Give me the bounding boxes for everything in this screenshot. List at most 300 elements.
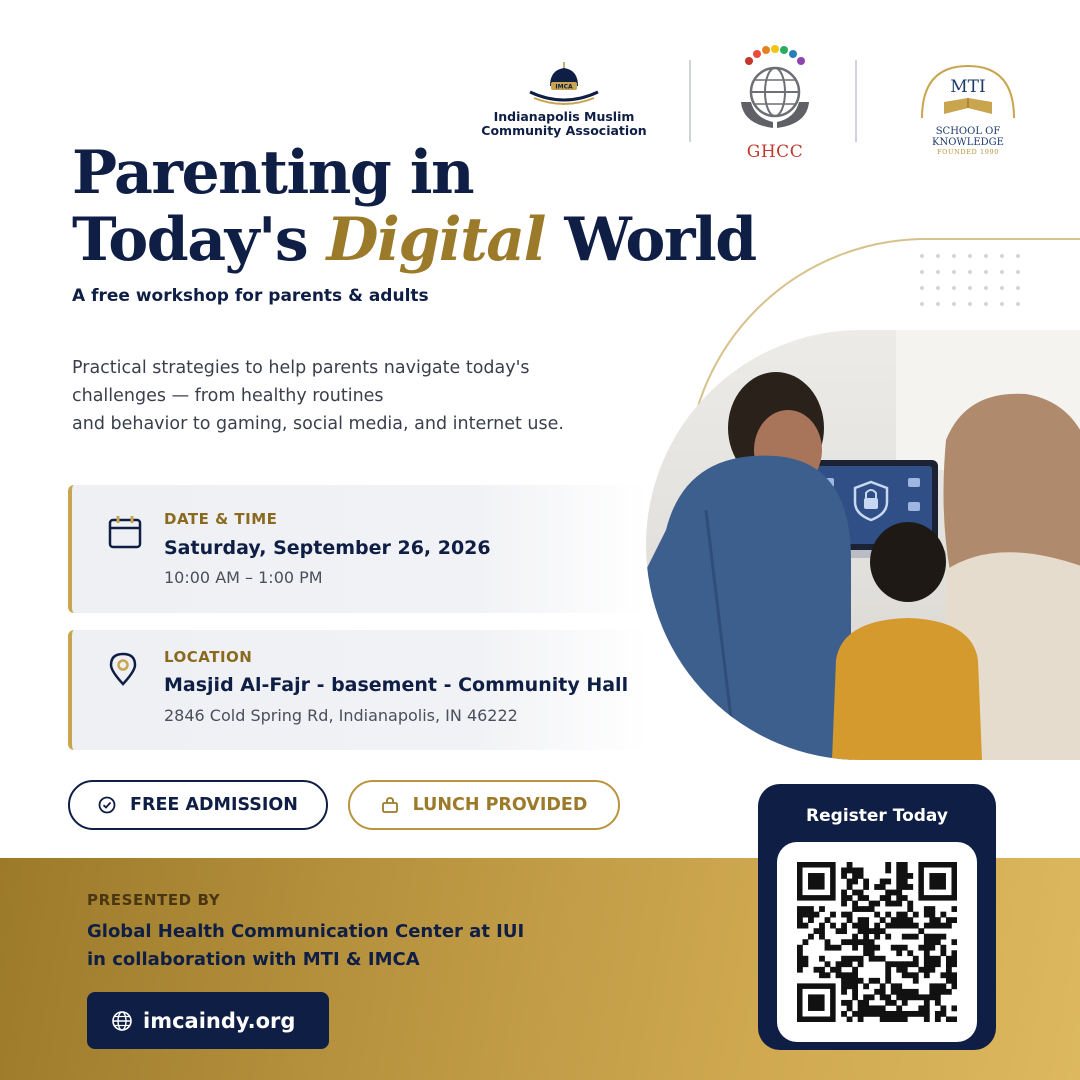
qr-module <box>924 906 930 912</box>
qr-module <box>929 912 935 918</box>
qr-module <box>858 1016 864 1022</box>
qr-module <box>885 978 891 984</box>
qr-module <box>935 1016 941 1022</box>
presented-by-caption: PRESENTED BY <box>87 891 221 909</box>
qr-module <box>858 868 864 874</box>
qr-module <box>858 906 864 912</box>
qr-module <box>951 972 957 978</box>
qr-module <box>869 939 875 945</box>
qr-module <box>935 923 941 929</box>
qr-module <box>885 961 891 967</box>
qr-module <box>940 1011 946 1017</box>
qr-module <box>847 895 853 901</box>
qr-module <box>797 912 803 918</box>
qr-module <box>896 994 902 1000</box>
qr-module <box>902 972 908 978</box>
map-pin-icon <box>108 652 138 686</box>
qr-module <box>852 906 858 912</box>
qr-module <box>852 1011 858 1017</box>
qr-module <box>836 961 842 967</box>
calendar-icon <box>108 515 142 549</box>
qr-module <box>891 1011 897 1017</box>
qr-module <box>918 1005 924 1011</box>
qr-module <box>924 1005 930 1011</box>
qr-module <box>913 934 919 940</box>
qr-module <box>874 928 880 934</box>
qr-module <box>929 917 935 923</box>
qr-module <box>896 862 902 868</box>
qr-module <box>924 950 930 956</box>
qr-module <box>880 983 886 989</box>
qr-module <box>819 934 825 940</box>
qr-module <box>924 1011 930 1017</box>
qr-code-frame[interactable] <box>777 842 977 1042</box>
globe-hands-icon <box>733 44 817 140</box>
qr-module <box>896 912 902 918</box>
qr-module <box>858 1011 864 1017</box>
lunch-provided-label: LUNCH PROVIDED <box>412 795 588 815</box>
description-line: Practical strategies to help parents navigate today's <box>72 358 530 378</box>
qr-module <box>847 912 853 918</box>
qr-module <box>891 890 897 896</box>
qr-module <box>907 884 913 890</box>
qr-module <box>819 967 825 973</box>
qr-module <box>874 1011 880 1017</box>
qr-module <box>852 956 858 962</box>
qr-module <box>902 989 908 995</box>
qr-module <box>902 917 908 923</box>
qr-module <box>814 912 820 918</box>
qr-module <box>863 928 869 934</box>
qr-module <box>841 1011 847 1017</box>
mosque-dome-icon <box>524 60 604 106</box>
qr-module <box>935 1000 941 1006</box>
qr-module <box>852 967 858 973</box>
qr-module <box>869 1011 875 1017</box>
svg-text:IMCA: IMCA <box>555 83 573 91</box>
qr-module <box>902 945 908 951</box>
qr-module <box>940 923 946 929</box>
subtitle: A free workshop for parents & adults <box>72 286 429 306</box>
qr-module <box>836 945 842 951</box>
qr-module <box>896 890 902 896</box>
qr-module <box>951 961 957 967</box>
qr-module <box>852 934 858 940</box>
qr-module <box>935 917 941 923</box>
qr-module <box>896 923 902 929</box>
qr-module <box>885 890 891 896</box>
imca-name: Indianapolis Muslim Community Association <box>481 109 647 138</box>
qr-module <box>880 994 886 1000</box>
qr-module <box>924 1000 930 1006</box>
qr-module <box>874 912 880 918</box>
qr-module <box>907 1011 913 1017</box>
qr-module <box>869 928 875 934</box>
qr-module <box>935 989 941 995</box>
qr-module <box>924 945 930 951</box>
qr-module <box>830 923 836 929</box>
qr-module <box>797 961 803 967</box>
qr-module <box>825 917 831 923</box>
ghcc-label: GHCC <box>746 142 804 162</box>
qr-module <box>858 956 864 962</box>
qr-module <box>852 923 858 929</box>
qr-module <box>869 994 875 1000</box>
qr-module <box>902 873 908 879</box>
description-line: challenges — from healthy routines <box>72 386 384 406</box>
qr-module <box>902 967 908 973</box>
qr-module <box>819 972 825 978</box>
qr-module <box>797 950 803 956</box>
qr-module <box>858 928 864 934</box>
qr-module <box>935 983 941 989</box>
qr-module <box>847 961 853 967</box>
presenter-line: Global Health Communication Center at IUI <box>87 921 525 942</box>
qr-module <box>929 967 935 973</box>
qr-module <box>891 1016 897 1022</box>
qr-module <box>907 934 913 940</box>
qr-module <box>885 1016 891 1022</box>
event-date: Saturday, September 26, 2026 <box>164 537 491 559</box>
qr-module <box>847 862 853 868</box>
qr-module <box>896 868 902 874</box>
qr-module <box>929 989 935 995</box>
qr-module <box>896 961 902 967</box>
qr-module <box>891 961 897 967</box>
qr-module <box>940 945 946 951</box>
qr-module <box>803 961 809 967</box>
qr-module <box>880 989 886 995</box>
qr-module <box>830 967 836 973</box>
qr-module <box>863 895 869 901</box>
qr-module <box>874 945 880 951</box>
qr-module <box>940 950 946 956</box>
qr-module <box>940 934 946 940</box>
qr-module <box>841 912 847 918</box>
qr-module <box>902 1011 908 1017</box>
dot-grid-decoration <box>918 252 1022 318</box>
qr-module <box>902 934 908 940</box>
qr-module <box>940 983 946 989</box>
qr-module <box>935 1011 941 1017</box>
qr-module <box>819 956 825 962</box>
family-illustration <box>646 330 1080 760</box>
qr-module <box>885 1000 891 1006</box>
qr-module <box>858 917 864 923</box>
qr-module <box>951 956 957 962</box>
qr-module <box>896 1011 902 1017</box>
qr-module <box>841 989 847 995</box>
qr-module <box>907 873 913 879</box>
register-title: Register Today <box>806 806 948 826</box>
qr-module <box>907 906 913 912</box>
qr-module <box>847 884 853 890</box>
qr-module <box>946 917 952 923</box>
qr-finder-square <box>808 994 825 1011</box>
qr-module <box>907 923 913 929</box>
qr-module <box>852 879 858 885</box>
qr-module <box>836 928 842 934</box>
qr-module <box>863 983 869 989</box>
qr-module <box>880 1005 886 1011</box>
qr-module <box>907 994 913 1000</box>
qr-module <box>808 912 814 918</box>
qr-module <box>913 912 919 918</box>
register-card[interactable] <box>758 784 996 1050</box>
venue-address: 2846 Cold Spring Rd, Indianapolis, IN 46222 <box>164 706 518 725</box>
qr-module <box>841 923 847 929</box>
qr-module <box>869 945 875 951</box>
qr-module <box>808 934 814 940</box>
qr-module <box>874 989 880 995</box>
presenters <box>87 918 524 974</box>
qr-module <box>885 868 891 874</box>
qr-module <box>858 961 864 967</box>
lunch-provided-badge <box>348 780 620 830</box>
qr-module <box>951 978 957 984</box>
qr-module <box>858 890 864 896</box>
qr-module <box>924 923 930 929</box>
qr-module <box>852 939 858 945</box>
qr-module <box>896 873 902 879</box>
qr-module <box>896 945 902 951</box>
qr-module <box>841 939 847 945</box>
qr-module <box>946 989 952 995</box>
qr-module <box>814 967 820 973</box>
qr-module <box>836 972 842 978</box>
qr-module <box>847 868 853 874</box>
qr-module <box>918 1011 924 1017</box>
qr-module <box>913 972 919 978</box>
qr-module <box>797 906 803 912</box>
qr-module <box>896 901 902 907</box>
qr-module <box>830 945 836 951</box>
qr-module <box>907 961 913 967</box>
qr-module <box>902 923 908 929</box>
qr-module <box>852 994 858 1000</box>
qr-module <box>858 895 864 901</box>
qr-module <box>841 961 847 967</box>
qr-module <box>951 1005 957 1011</box>
qr-module <box>924 1016 930 1022</box>
qr-module <box>902 1000 908 1006</box>
qr-module <box>852 972 858 978</box>
presenter-line: in collaboration with MTI & IMCA <box>87 949 420 970</box>
event-time: 10:00 AM – 1:00 PM <box>164 568 323 587</box>
qr-module <box>797 945 803 951</box>
qr-module <box>880 1016 886 1022</box>
qr-module <box>885 862 891 868</box>
qr-module <box>929 939 935 945</box>
qr-module <box>852 890 858 896</box>
qr-module <box>808 906 814 912</box>
qr-module <box>907 901 913 907</box>
qr-module <box>935 994 941 1000</box>
qr-module <box>841 978 847 984</box>
qr-module <box>918 967 924 973</box>
title-word-todays: Today's <box>72 205 308 275</box>
date-caption: DATE & TIME <box>164 510 278 528</box>
qr-module <box>841 868 847 874</box>
qr-module <box>863 906 869 912</box>
qr-module <box>924 994 930 1000</box>
qr-code[interactable] <box>797 862 957 1022</box>
qr-module <box>924 956 930 962</box>
qr-module <box>924 972 930 978</box>
qr-module <box>935 934 941 940</box>
qr-module <box>847 972 853 978</box>
qr-module <box>896 884 902 890</box>
qr-module <box>841 890 847 896</box>
qr-module <box>847 983 853 989</box>
check-circle-icon <box>98 796 116 814</box>
qr-module <box>841 901 847 907</box>
qr-module <box>891 901 897 907</box>
qr-module <box>918 928 924 934</box>
description-line: and behavior to gaming, social media, and internet use. <box>72 414 564 434</box>
qr-module <box>841 956 847 962</box>
qr-module <box>819 906 825 912</box>
qr-module <box>863 934 869 940</box>
logo-divider <box>689 60 691 142</box>
qr-module <box>902 994 908 1000</box>
qr-module <box>814 928 820 934</box>
qr-module <box>863 1005 869 1011</box>
qr-module <box>940 989 946 995</box>
qr-module <box>913 923 919 929</box>
qr-module <box>863 923 869 929</box>
qr-module <box>918 945 924 951</box>
qr-module <box>869 978 875 984</box>
qr-module <box>819 928 825 934</box>
qr-module <box>924 939 930 945</box>
qr-module <box>891 923 897 929</box>
imca-logo <box>478 60 650 138</box>
qr-module <box>874 884 880 890</box>
qr-module <box>951 906 957 912</box>
qr-module <box>858 1005 864 1011</box>
qr-module <box>946 967 952 973</box>
mti-founded: FOUNDED 1990 <box>937 148 999 156</box>
qr-module <box>924 961 930 967</box>
qr-module <box>858 939 864 945</box>
qr-module <box>929 945 935 951</box>
family-laptop-photo <box>646 330 1080 760</box>
qr-module <box>803 923 809 929</box>
qr-module <box>951 1016 957 1022</box>
qr-module <box>885 1011 891 1017</box>
qr-module <box>797 917 803 923</box>
qr-module <box>891 945 897 951</box>
qr-module <box>863 994 869 1000</box>
qr-module <box>896 1005 902 1011</box>
globe-icon <box>111 1010 133 1032</box>
qr-module <box>874 978 880 984</box>
qr-module <box>803 912 809 918</box>
website-button[interactable] <box>87 992 329 1049</box>
qr-module <box>825 961 831 967</box>
qr-module <box>907 950 913 956</box>
qr-module <box>852 945 858 951</box>
qr-module <box>913 961 919 967</box>
qr-module <box>880 884 886 890</box>
qr-module <box>924 967 930 973</box>
qr-module <box>913 1011 919 1017</box>
location-caption: LOCATION <box>164 648 253 666</box>
qr-module <box>836 967 842 973</box>
qr-module <box>869 906 875 912</box>
qr-module <box>946 978 952 984</box>
open-book-arch-icon <box>912 62 1024 120</box>
qr-module <box>929 906 935 912</box>
qr-module <box>825 972 831 978</box>
qr-module <box>874 923 880 929</box>
qr-module <box>869 1005 875 1011</box>
qr-module <box>803 906 809 912</box>
qr-module <box>841 1000 847 1006</box>
qr-module <box>847 1000 853 1006</box>
qr-module <box>797 956 803 962</box>
qr-module <box>951 983 957 989</box>
qr-module <box>885 879 891 885</box>
qr-module <box>885 895 891 901</box>
qr-module <box>869 956 875 962</box>
qr-module <box>847 1016 853 1022</box>
qr-module <box>863 1011 869 1017</box>
qr-module <box>902 868 908 874</box>
qr-module <box>885 994 891 1000</box>
qr-module <box>874 956 880 962</box>
qr-module <box>863 939 869 945</box>
qr-module <box>951 939 957 945</box>
svg-text:MTI: MTI <box>950 77 986 97</box>
qr-module <box>852 868 858 874</box>
qr-module <box>880 1011 886 1017</box>
qr-finder-square <box>808 873 825 890</box>
qr-module <box>847 939 853 945</box>
qr-module <box>841 873 847 879</box>
qr-module <box>852 901 858 907</box>
qr-module <box>885 923 891 929</box>
qr-module <box>918 994 924 1000</box>
qr-module <box>896 895 902 901</box>
qr-module <box>858 873 864 879</box>
qr-module <box>940 912 946 918</box>
qr-module <box>847 1005 853 1011</box>
qr-module <box>902 1016 908 1022</box>
qr-module <box>852 989 858 995</box>
qr-module <box>896 879 902 885</box>
qr-module <box>924 934 930 940</box>
location-card <box>68 630 648 750</box>
qr-module <box>896 967 902 973</box>
qr-module <box>946 923 952 929</box>
website-label: imcaindy.org <box>143 1008 296 1033</box>
qr-module <box>841 972 847 978</box>
qr-module <box>896 950 902 956</box>
qr-module <box>885 912 891 918</box>
qr-module <box>863 884 869 890</box>
qr-module <box>841 983 847 989</box>
qr-module <box>907 972 913 978</box>
qr-module <box>907 989 913 995</box>
qr-module <box>896 1016 902 1022</box>
mti-logo <box>902 62 1034 156</box>
qr-module <box>808 917 814 923</box>
logo-divider <box>855 60 857 142</box>
qr-module <box>935 939 941 945</box>
qr-module <box>929 923 935 929</box>
